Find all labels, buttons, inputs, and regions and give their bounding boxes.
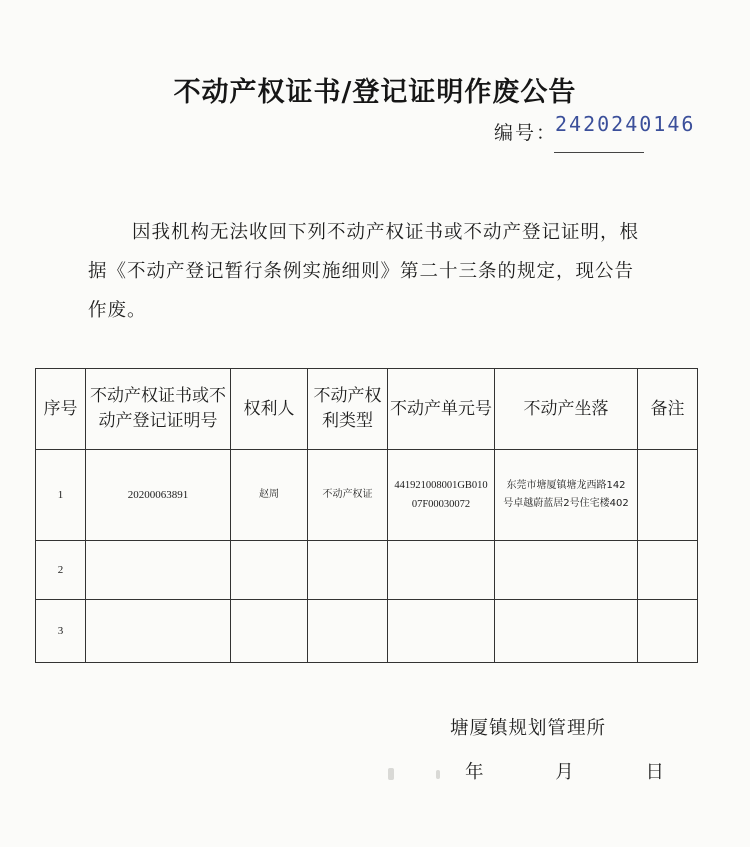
date-line: 年 月 日 — [465, 762, 665, 783]
cell-location: 东莞市塘厦镇塘龙西路142号卓越蔚蓝居2号住宅楼402 — [495, 450, 638, 541]
header-certificate-number: 不动产权证书或不动产登记证明号 — [86, 369, 231, 450]
header-right-type: 不动产权利类型 — [308, 369, 388, 450]
header-unit-number: 不动产单元号 — [388, 369, 495, 450]
document-number — [494, 112, 696, 145]
issuer-signature: 塘厦镇规划管理所 — [450, 718, 607, 739]
cell-unit-number — [388, 541, 495, 600]
paragraph-text: 因我机构无法收回下列不动产权证书或不动产登记证明，根据《不动产登记暂行条例实施细则》第二十三条的规定，现公告作废。 — [88, 222, 640, 321]
header-right-holder: 权利人 — [231, 369, 308, 450]
cell-unit-number — [388, 600, 495, 663]
cell-unit-number: 441921008001GB01007F00030072 — [388, 450, 495, 541]
table-row — [36, 450, 698, 541]
scan-smudge — [388, 768, 394, 780]
header-location: 不动产坐落 — [495, 369, 638, 450]
table-row — [36, 600, 698, 663]
cell-right-holder: 赵周 — [231, 450, 308, 541]
cell-right-type — [308, 541, 388, 600]
cell-certificate-number: 20200063891 — [86, 450, 231, 541]
doc-number-label: 编号： — [494, 122, 558, 144]
table-header-row — [36, 369, 698, 450]
cell-right-holder — [231, 541, 308, 600]
cell-location — [495, 541, 638, 600]
cell-index: 2 — [36, 541, 86, 600]
doc-number-value: 2420240146 — [555, 112, 696, 136]
page-title: 不动产权证书/登记证明作废公告 — [173, 77, 577, 108]
header-index: 序号 — [36, 369, 86, 450]
cell-remarks — [638, 450, 698, 541]
cell-certificate-number — [86, 541, 231, 600]
announcement-paragraph — [88, 213, 648, 330]
cell-index: 3 — [36, 600, 86, 663]
header-remarks: 备注 — [638, 369, 698, 450]
doc-number-underline — [554, 152, 644, 153]
cell-remarks — [638, 600, 698, 663]
cell-certificate-number — [86, 600, 231, 663]
voided-certificates-table — [35, 368, 698, 663]
cell-right-type — [308, 600, 388, 663]
cell-right-holder — [231, 600, 308, 663]
cell-index: 1 — [36, 450, 86, 541]
cell-location — [495, 600, 638, 663]
cell-remarks — [638, 541, 698, 600]
cell-right-type: 不动产权证 — [308, 450, 388, 541]
table-row — [36, 541, 698, 600]
scan-smudge — [436, 770, 440, 779]
